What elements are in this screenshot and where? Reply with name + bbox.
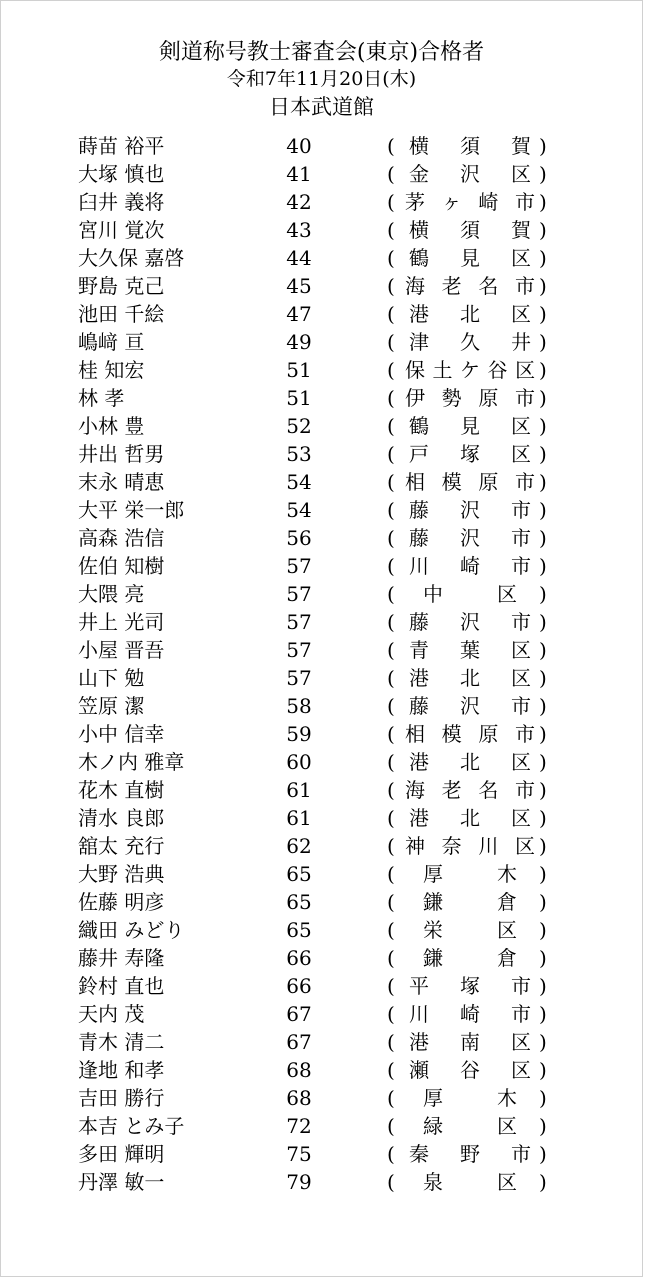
passer-region: 秦 野 市 bbox=[409, 1142, 532, 1166]
open-paren: ( bbox=[387, 554, 395, 578]
open-paren: ( bbox=[387, 862, 395, 886]
passer-region: 鎌 倉 bbox=[423, 890, 518, 914]
passer-name: 木ノ内 雅章 bbox=[78, 750, 185, 774]
close-paren: ) bbox=[539, 1058, 547, 1082]
passer-age: 65 bbox=[286, 862, 312, 886]
passer-region: 藤 沢 市 bbox=[409, 694, 532, 718]
passer-region: 瀬 谷 区 bbox=[409, 1058, 532, 1082]
passer-age: 65 bbox=[286, 890, 312, 914]
passer-age: 51 bbox=[286, 358, 312, 382]
open-paren: ( bbox=[387, 1030, 395, 1054]
passer-name: 佐藤 明彦 bbox=[78, 890, 165, 914]
passer-age: 62 bbox=[286, 834, 312, 858]
passer-name: 井出 哲男 bbox=[78, 442, 165, 466]
passer-region: 相 模 原 市 bbox=[405, 470, 536, 494]
open-paren: ( bbox=[387, 498, 395, 522]
passer-age: 61 bbox=[286, 778, 312, 802]
open-paren: ( bbox=[387, 1002, 395, 1026]
list-item bbox=[1, 1028, 642, 1056]
close-paren: ) bbox=[539, 414, 547, 438]
close-paren: ) bbox=[539, 554, 547, 578]
passer-name: 山下 勉 bbox=[78, 666, 145, 690]
list-item bbox=[1, 580, 642, 608]
open-paren: ( bbox=[387, 806, 395, 830]
passer-region: 川 崎 市 bbox=[409, 1002, 532, 1026]
close-paren: ) bbox=[539, 638, 547, 662]
open-paren: ( bbox=[387, 834, 395, 858]
passer-age: 51 bbox=[286, 386, 312, 410]
passer-region: 中 区 bbox=[423, 582, 518, 606]
list-item bbox=[1, 216, 642, 244]
passer-region: 厚 木 bbox=[423, 1086, 518, 1110]
close-paren: ) bbox=[539, 1170, 547, 1194]
open-paren: ( bbox=[387, 610, 395, 634]
close-paren: ) bbox=[539, 274, 547, 298]
open-paren: ( bbox=[387, 638, 395, 662]
close-paren: ) bbox=[539, 946, 547, 970]
list-item bbox=[1, 608, 642, 636]
passer-region: 栄 区 bbox=[423, 918, 518, 942]
open-paren: ( bbox=[387, 134, 395, 158]
passer-region: 津 久 井 bbox=[409, 330, 532, 354]
passer-name: 末永 晴恵 bbox=[78, 470, 165, 494]
passer-name: 丹澤 敏一 bbox=[78, 1170, 165, 1194]
open-paren: ( bbox=[387, 442, 395, 466]
passer-age: 49 bbox=[286, 330, 312, 354]
open-paren: ( bbox=[387, 722, 395, 746]
passer-age: 57 bbox=[286, 582, 312, 606]
list-item bbox=[1, 552, 642, 580]
close-paren: ) bbox=[539, 610, 547, 634]
passer-age: 68 bbox=[286, 1086, 312, 1110]
list-item bbox=[1, 636, 642, 664]
page-title: 剣道称号教士審査会(東京)合格者 bbox=[158, 40, 485, 65]
open-paren: ( bbox=[387, 974, 395, 998]
passer-age: 44 bbox=[286, 246, 312, 270]
close-paren: ) bbox=[539, 1114, 547, 1138]
open-paren: ( bbox=[387, 1058, 395, 1082]
list-item bbox=[1, 1000, 642, 1028]
passer-name: 小林 豊 bbox=[78, 414, 145, 438]
close-paren: ) bbox=[539, 1142, 547, 1166]
passer-name: 多田 輝明 bbox=[78, 1142, 165, 1166]
close-paren: ) bbox=[539, 806, 547, 830]
close-paren: ) bbox=[539, 778, 547, 802]
passer-region: 伊 勢 原 市 bbox=[405, 386, 536, 410]
open-paren: ( bbox=[387, 1170, 395, 1194]
passer-region: 鶴 見 区 bbox=[409, 246, 532, 270]
close-paren: ) bbox=[539, 386, 547, 410]
open-paren: ( bbox=[387, 750, 395, 774]
list-item bbox=[1, 1084, 642, 1112]
passer-name: 青木 清二 bbox=[78, 1030, 165, 1054]
list-item bbox=[1, 776, 642, 804]
list-item bbox=[1, 692, 642, 720]
close-paren: ) bbox=[539, 498, 547, 522]
list-item bbox=[1, 664, 642, 692]
open-paren: ( bbox=[387, 414, 395, 438]
close-paren: ) bbox=[539, 218, 547, 242]
list-item bbox=[1, 188, 642, 216]
passer-region: 緑 区 bbox=[423, 1114, 518, 1138]
passer-name: 林 孝 bbox=[78, 386, 125, 410]
passer-region: 藤 沢 市 bbox=[409, 498, 532, 522]
passer-region: 青 葉 区 bbox=[409, 638, 532, 662]
passer-age: 47 bbox=[286, 302, 312, 326]
passer-age: 72 bbox=[286, 1114, 312, 1138]
passer-name: 織田 みどり bbox=[78, 918, 185, 942]
passer-name: 大塚 慎也 bbox=[78, 162, 165, 186]
passer-age: 43 bbox=[286, 218, 312, 242]
list-item bbox=[1, 860, 642, 888]
passer-region: 港 北 区 bbox=[409, 750, 532, 774]
passer-name: 吉田 勝行 bbox=[78, 1086, 165, 1110]
passer-name: 鈴村 直也 bbox=[78, 974, 165, 998]
passer-region: 港 北 区 bbox=[409, 806, 532, 830]
close-paren: ) bbox=[539, 134, 547, 158]
passer-region: 保 土 ケ 谷 区 bbox=[405, 358, 536, 382]
passer-name: 嶋﨑 亘 bbox=[78, 330, 145, 354]
passer-age: 66 bbox=[286, 946, 312, 970]
passer-age: 68 bbox=[286, 1058, 312, 1082]
passer-name: 藤井 寿隆 bbox=[78, 946, 165, 970]
passer-name: 清水 良郎 bbox=[78, 806, 165, 830]
open-paren: ( bbox=[387, 582, 395, 606]
event-date: 令和7年11月20日(木) bbox=[226, 68, 417, 90]
list-item bbox=[1, 888, 642, 916]
passer-name: 佐伯 知樹 bbox=[78, 554, 165, 578]
close-paren: ) bbox=[539, 526, 547, 550]
passer-age: 54 bbox=[286, 498, 312, 522]
passer-region: 横 須 賀 bbox=[409, 134, 532, 158]
passer-age: 79 bbox=[286, 1170, 312, 1194]
passer-name: 宮川 覚次 bbox=[78, 218, 165, 242]
passer-name: 野島 克己 bbox=[78, 274, 165, 298]
passer-name: 高森 浩信 bbox=[78, 526, 165, 550]
document-header bbox=[1, 39, 642, 121]
passer-region: 川 崎 市 bbox=[409, 554, 532, 578]
passer-name: 小中 信幸 bbox=[78, 722, 165, 746]
list-item bbox=[1, 1112, 642, 1140]
list-item bbox=[1, 132, 642, 160]
list-item bbox=[1, 328, 642, 356]
passer-age: 52 bbox=[286, 414, 312, 438]
close-paren: ) bbox=[539, 470, 547, 494]
passer-age: 67 bbox=[286, 1002, 312, 1026]
list-item bbox=[1, 944, 642, 972]
passer-age: 53 bbox=[286, 442, 312, 466]
open-paren: ( bbox=[387, 330, 395, 354]
close-paren: ) bbox=[539, 442, 547, 466]
passer-name: 蒔苗 裕平 bbox=[78, 134, 165, 158]
list-item bbox=[1, 1056, 642, 1084]
close-paren: ) bbox=[539, 890, 547, 914]
passer-region: 藤 沢 市 bbox=[409, 610, 532, 634]
list-item bbox=[1, 1168, 642, 1196]
passer-age: 57 bbox=[286, 554, 312, 578]
passer-age: 58 bbox=[286, 694, 312, 718]
open-paren: ( bbox=[387, 1114, 395, 1138]
list-item bbox=[1, 272, 642, 300]
passer-name: 天内 茂 bbox=[78, 1002, 145, 1026]
passer-name: 逢地 和孝 bbox=[78, 1058, 165, 1082]
close-paren: ) bbox=[539, 918, 547, 942]
passer-region: 港 北 区 bbox=[409, 302, 532, 326]
passer-region: 港 南 区 bbox=[409, 1030, 532, 1054]
open-paren: ( bbox=[387, 778, 395, 802]
passer-region: 戸 塚 区 bbox=[409, 442, 532, 466]
close-paren: ) bbox=[539, 190, 547, 214]
passer-age: 75 bbox=[286, 1142, 312, 1166]
passer-name: 本吉 とみ子 bbox=[78, 1114, 185, 1138]
close-paren: ) bbox=[539, 722, 547, 746]
open-paren: ( bbox=[387, 946, 395, 970]
passer-age: 57 bbox=[286, 666, 312, 690]
close-paren: ) bbox=[539, 162, 547, 186]
close-paren: ) bbox=[539, 862, 547, 886]
list-item bbox=[1, 160, 642, 188]
passer-region: 鶴 見 区 bbox=[409, 414, 532, 438]
open-paren: ( bbox=[387, 358, 395, 382]
passer-age: 66 bbox=[286, 974, 312, 998]
list-item bbox=[1, 804, 642, 832]
passer-region: 横 須 賀 bbox=[409, 218, 532, 242]
passer-age: 45 bbox=[286, 274, 312, 298]
close-paren: ) bbox=[539, 358, 547, 382]
close-paren: ) bbox=[539, 582, 547, 606]
list-item bbox=[1, 384, 642, 412]
open-paren: ( bbox=[387, 218, 395, 242]
close-paren: ) bbox=[539, 974, 547, 998]
open-paren: ( bbox=[387, 470, 395, 494]
passer-age: 59 bbox=[286, 722, 312, 746]
passer-age: 65 bbox=[286, 918, 312, 942]
close-paren: ) bbox=[539, 1002, 547, 1026]
passer-age: 54 bbox=[286, 470, 312, 494]
close-paren: ) bbox=[539, 1086, 547, 1110]
passer-region: 神 奈 川 区 bbox=[405, 834, 536, 858]
list-item bbox=[1, 496, 642, 524]
passer-region: 海 老 名 市 bbox=[405, 778, 536, 802]
open-paren: ( bbox=[387, 694, 395, 718]
passer-name: 臼井 義将 bbox=[78, 190, 165, 214]
passer-region: 港 北 区 bbox=[409, 666, 532, 690]
open-paren: ( bbox=[387, 918, 395, 942]
list-item bbox=[1, 720, 642, 748]
passer-age: 57 bbox=[286, 610, 312, 634]
open-paren: ( bbox=[387, 1086, 395, 1110]
list-item bbox=[1, 1140, 642, 1168]
passer-age: 67 bbox=[286, 1030, 312, 1054]
passer-region: 鎌 倉 bbox=[423, 946, 518, 970]
list-item bbox=[1, 300, 642, 328]
list-item bbox=[1, 748, 642, 776]
list-item bbox=[1, 524, 642, 552]
close-paren: ) bbox=[539, 302, 547, 326]
list-item bbox=[1, 356, 642, 384]
passer-region: 平 塚 市 bbox=[409, 974, 532, 998]
passer-name: 桂 知宏 bbox=[78, 358, 145, 382]
open-paren: ( bbox=[387, 890, 395, 914]
open-paren: ( bbox=[387, 246, 395, 270]
passer-name: 大久保 嘉啓 bbox=[78, 246, 185, 270]
open-paren: ( bbox=[387, 190, 395, 214]
open-paren: ( bbox=[387, 302, 395, 326]
passer-region: 金 沢 区 bbox=[409, 162, 532, 186]
passer-name: 笠原 潔 bbox=[78, 694, 145, 718]
passer-region: 泉 区 bbox=[423, 1170, 518, 1194]
list-item bbox=[1, 468, 642, 496]
close-paren: ) bbox=[539, 694, 547, 718]
passer-age: 57 bbox=[286, 638, 312, 662]
passer-age: 41 bbox=[286, 162, 312, 186]
close-paren: ) bbox=[539, 834, 547, 858]
passer-region: 海 老 名 市 bbox=[405, 274, 536, 298]
close-paren: ) bbox=[539, 330, 547, 354]
list-item bbox=[1, 412, 642, 440]
list-item bbox=[1, 832, 642, 860]
passer-name: 舘太 充行 bbox=[78, 834, 165, 858]
passer-region: 茅 ヶ 崎 市 bbox=[405, 190, 536, 214]
passer-region: 厚 木 bbox=[423, 862, 518, 886]
passer-region: 藤 沢 市 bbox=[409, 526, 532, 550]
open-paren: ( bbox=[387, 1142, 395, 1166]
passer-region: 相 模 原 市 bbox=[405, 722, 536, 746]
open-paren: ( bbox=[387, 526, 395, 550]
passer-name: 大隈 亮 bbox=[78, 582, 145, 606]
list-item bbox=[1, 440, 642, 468]
list-item bbox=[1, 972, 642, 1000]
open-paren: ( bbox=[387, 666, 395, 690]
passer-age: 42 bbox=[286, 190, 312, 214]
passer-age: 60 bbox=[286, 750, 312, 774]
passer-age: 61 bbox=[286, 806, 312, 830]
passer-name: 小屋 晋吾 bbox=[78, 638, 165, 662]
passer-age: 40 bbox=[286, 134, 312, 158]
list-item bbox=[1, 916, 642, 944]
passer-name: 大野 浩典 bbox=[78, 862, 165, 886]
list-item bbox=[1, 244, 642, 272]
close-paren: ) bbox=[539, 666, 547, 690]
open-paren: ( bbox=[387, 386, 395, 410]
close-paren: ) bbox=[539, 246, 547, 270]
open-paren: ( bbox=[387, 162, 395, 186]
passer-name: 花木 直樹 bbox=[78, 778, 165, 802]
passer-name: 井上 光司 bbox=[78, 610, 165, 634]
passer-list bbox=[1, 132, 642, 1196]
passer-name: 池田 千絵 bbox=[78, 302, 165, 326]
passer-name: 大平 栄一郎 bbox=[78, 498, 185, 522]
passer-age: 56 bbox=[286, 526, 312, 550]
event-venue: 日本武道館 bbox=[269, 95, 374, 119]
close-paren: ) bbox=[539, 750, 547, 774]
open-paren: ( bbox=[387, 274, 395, 298]
close-paren: ) bbox=[539, 1030, 547, 1054]
